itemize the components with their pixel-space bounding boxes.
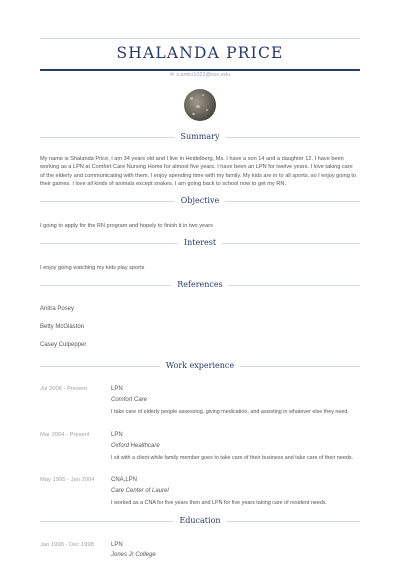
work-dates: Jul 2006 - Present xyxy=(40,386,88,392)
work-dates: Mar 2004 - Present xyxy=(40,432,90,438)
work-employer: Oxford Healthcare xyxy=(111,443,160,449)
objective-heading xyxy=(40,195,360,207)
education-dates: Jan 1998 - Dec 1998 xyxy=(40,542,94,548)
reference-item: Casey Culpepper xyxy=(40,342,87,348)
interest-text: I enjoy going watching my kids play sports xyxy=(40,265,145,271)
work-description: I take care of elderly people assessing, giving medication, and assisting in whatever else they need. xyxy=(111,409,349,415)
interest-heading xyxy=(40,237,360,249)
reference-item: Anitra Posey xyxy=(40,306,75,312)
work-role: LPN xyxy=(111,386,123,392)
education-heading xyxy=(40,515,360,527)
work-role: LPN xyxy=(111,432,123,438)
work-description: I sit with a client while family member goes to take care of their business and take care of their needs. xyxy=(111,455,354,461)
work-role: CNA,LPN xyxy=(111,477,138,483)
work-title: Work experience xyxy=(160,360,240,372)
education-degree: LPN xyxy=(111,542,123,548)
objective-text: I going to apply for the RN program and hopely to finish it in two years xyxy=(40,223,213,229)
work-employer: Comfort Care xyxy=(111,397,148,403)
work-heading xyxy=(40,360,360,372)
work-employer: Care Center of Laurel xyxy=(111,488,169,494)
education-school: Jones Jr College xyxy=(111,552,156,558)
top-divider xyxy=(40,38,360,39)
candidate-name: SHALANDA PRICE xyxy=(116,44,284,62)
reference-item: Betty McGlaston xyxy=(40,324,85,330)
email-line xyxy=(0,72,400,78)
avatar xyxy=(184,89,216,121)
name-divider xyxy=(40,69,360,71)
interest-title: Interest xyxy=(178,237,222,249)
summary-heading xyxy=(40,131,360,143)
email-icon: ✉ xyxy=(169,72,175,78)
email-link[interactable]: s.amici1023@ssc.edu xyxy=(176,72,231,78)
references-title: References xyxy=(171,279,228,291)
education-title: Education xyxy=(173,515,226,527)
references-heading xyxy=(40,279,360,291)
work-description: I worked as a CNA for five years then and LPN for five years taking care of resident needs. xyxy=(111,500,328,506)
objective-title: Objective xyxy=(175,195,225,207)
summary-text: My name is Shalanda Price, I am 34 years old and I live in Heidelberg, Ms. I have a son 14 and a daughter 12. I have been working as a LPN at Comfort Care Nursing Home for almost five years. I have been an LPN for twelve years. I love taking care of the elderly and communicating with them. I enjoy spending time with my family. My kids are in to all sports, so I enjoy going to their games. I love all kinds of animals except snakes. I am going back to school now to get my RN. xyxy=(40,156,357,187)
work-dates: May 1995 - Jan 2004 xyxy=(40,477,95,483)
summary-title: Summary xyxy=(175,131,226,143)
